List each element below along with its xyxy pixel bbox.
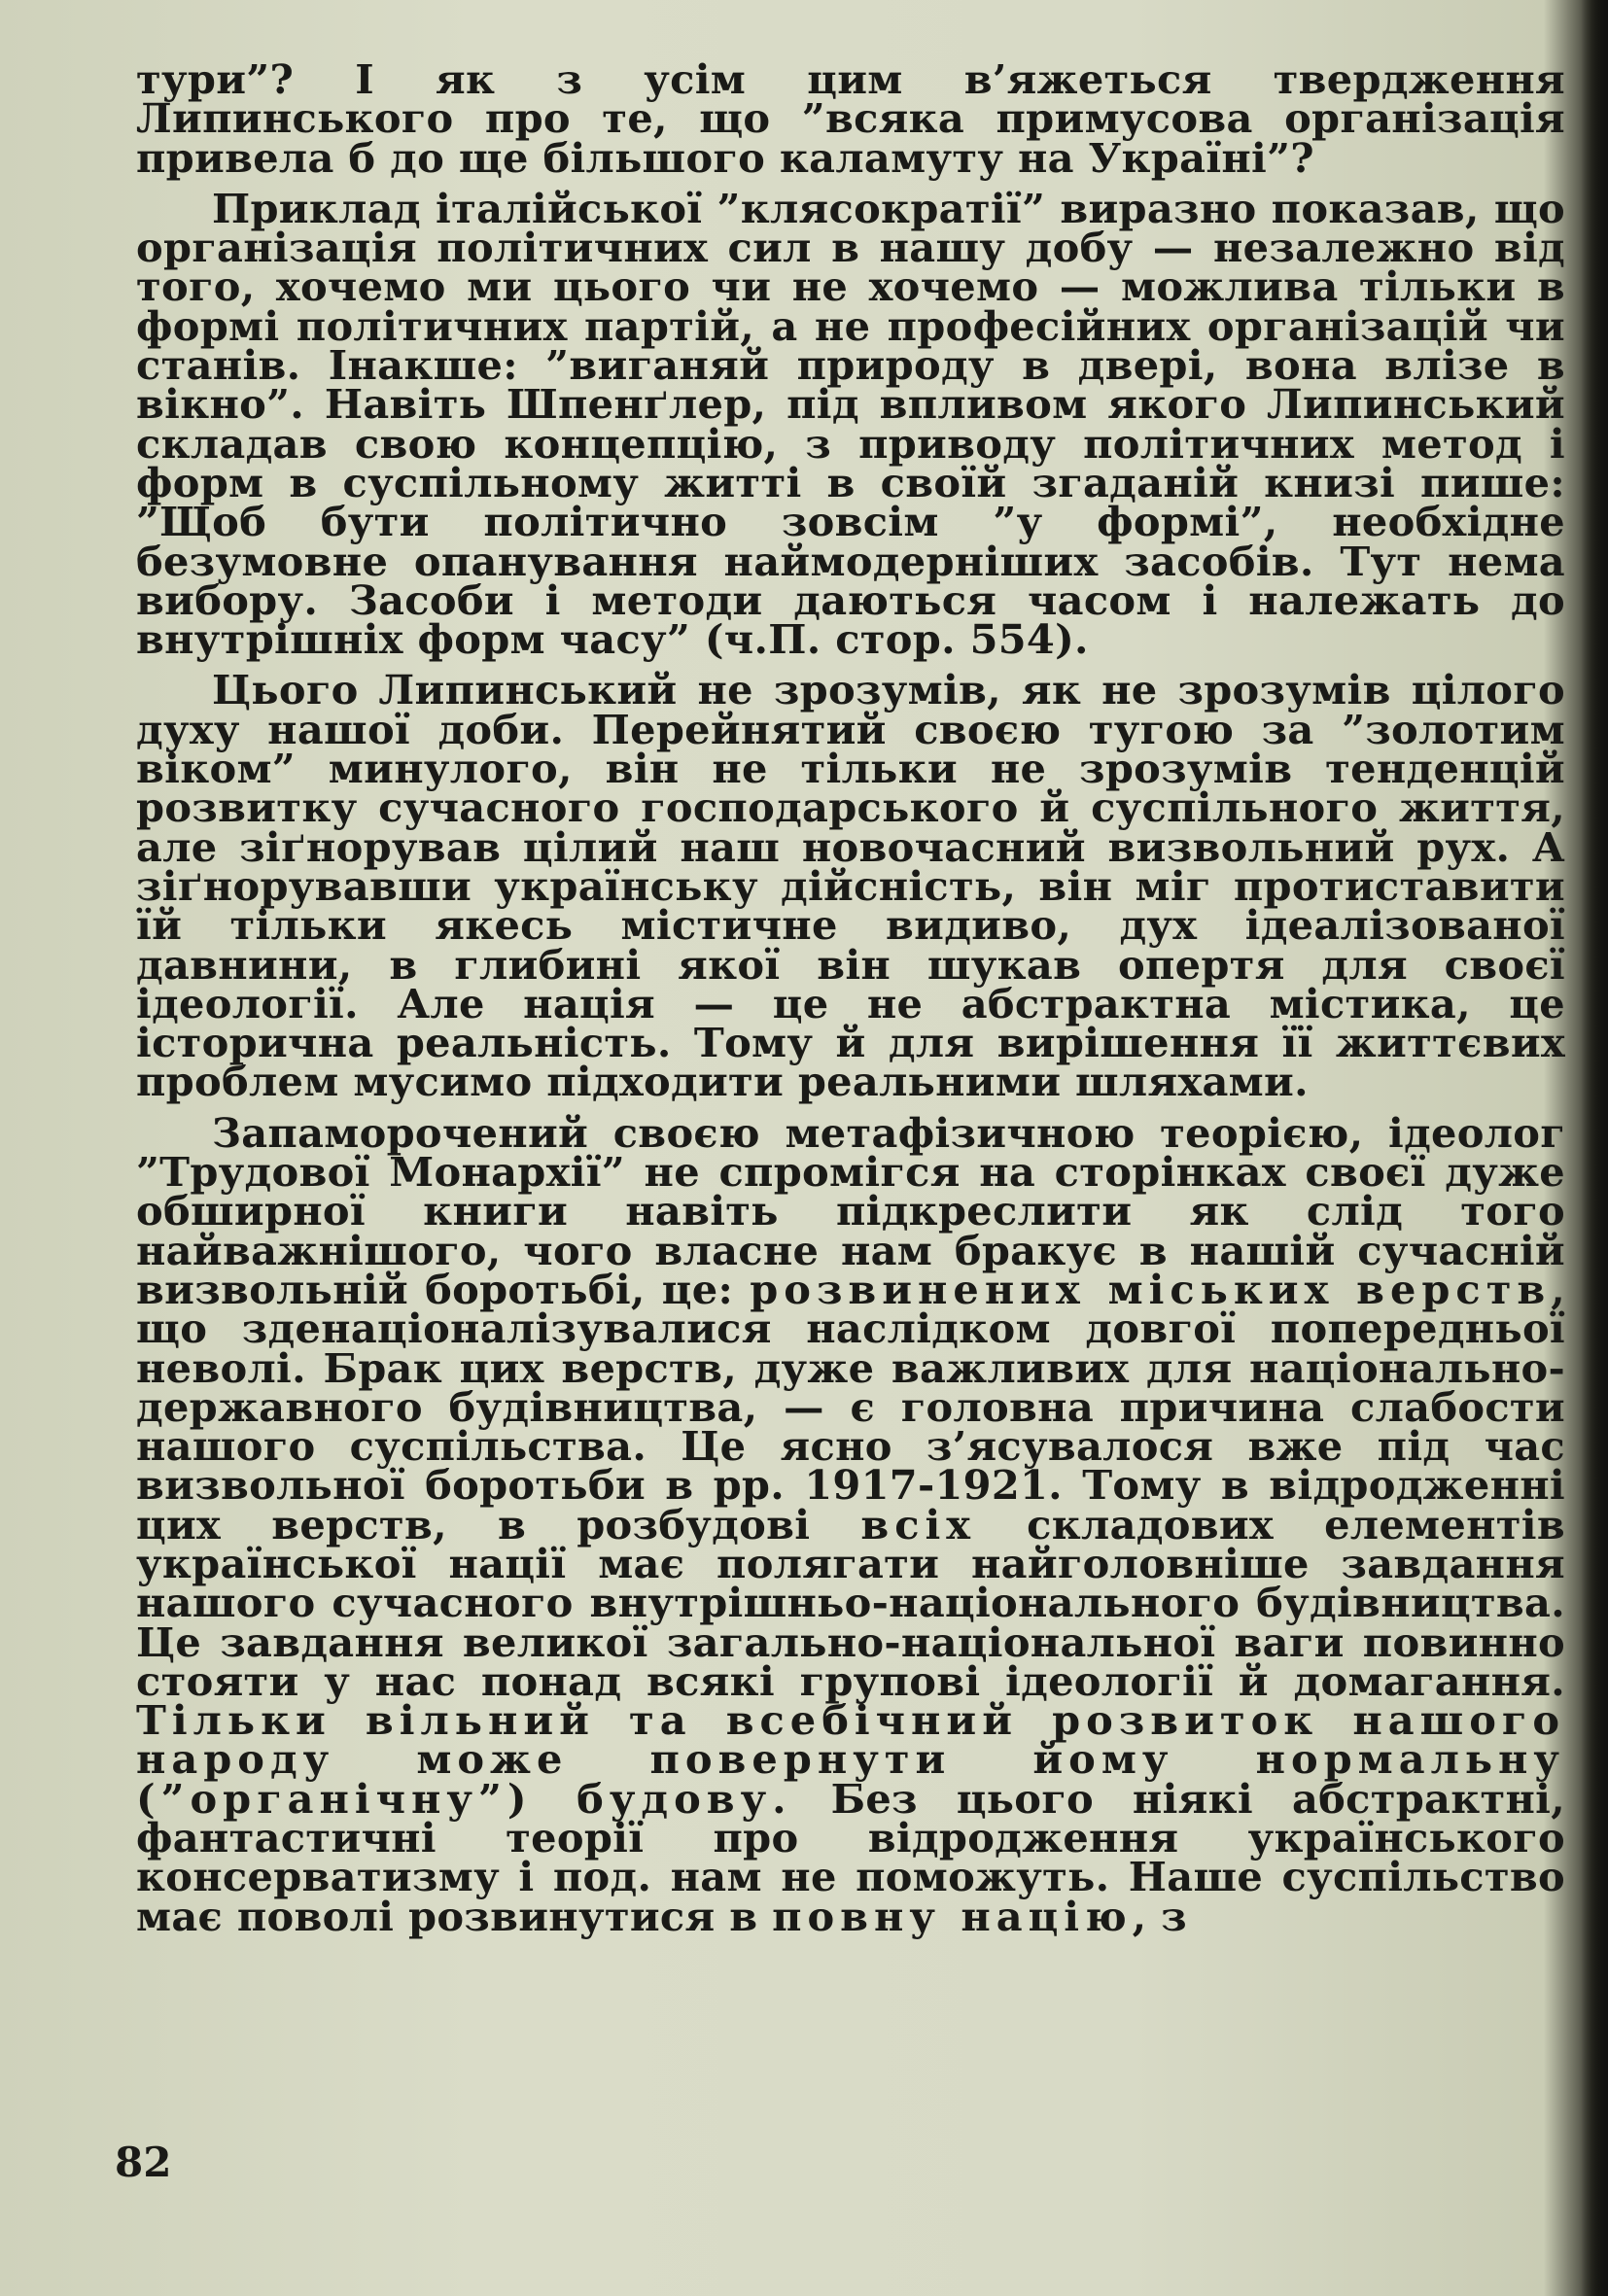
emphasized-text: Тільки вільний та всебічний розвиток нашого народу може повернути йому нормальну (”органічну”) будову. [136,1696,1565,1823]
paragraph-1 [136,55,1565,182]
text-segment: Цього Липинський не зрозумів, як не зрозумів цілого духу нашої доби. Перейнятий своєю тугою за ”золотим віком” минулого, він не тільки не зрозумів тенденцій розвитку сучасного господарського й суспільного життя, але зіґнорував цілий наш новочасний визвольний рух. А зіґнорувавши українську дійсність, він міг протиставити їй тільки якесь містичне видиво, дух ідеалізованої давнини, в глибині якої він шукав опертя для своєї ідеології. Але нація — це не абстрактна містика, це історична реальність. Тому й для вирішення її життєвих проблем мусимо підходити реальними шляхами. [136,666,1565,1106]
text-segment: складових елементів української нації має полягати найголовніше завдання нашого сучасного внутрішньо-національного будівництва. Це завдання великої загально-національної ваги повинно стояти у нас понад всякі групові ідеології й домагання. [136,1500,1565,1705]
emphasized-text: всіх [860,1500,977,1548]
text-segment: тури”? І як з усім цим в’яжеться твердження Липинського про те, що ”всяка примусова організація привела б до ще більшого каламуту на Україні”? [136,55,1565,182]
text-segment: Без цього ніякі абстрактні, фантастичні теорії про відродження українського консерватизму і под. нам не поможуть. Наше суспільство має поволі розвинутися в [136,1774,1565,1940]
text-segment: Запаморочений своєю метафізичною теорією, ідеолог ”Трудової Монархії” не спромігся на сторінках своєї дуже обширної книги навіть підкреслити як слід того найважнішого, чого власне нам бракує в нашій сучасній визвольній боротьбі, це: [136,1108,1565,1313]
text-segment: , з [1132,1892,1187,1940]
text-segment: , що зденаціоналізувалися наслідком довгої попередньої неволі. Брак цих верств, дуже важливих для національно-державного будівництва, — є головна причина слабости нашого суспільства. Це ясно з’ясувалося вже під час визвольної боротьби в рр. 1917-1921. Тому в відродженні цих верств, в розбудові [136,1265,1565,1548]
emphasized-text: розвинених міських верств [750,1265,1552,1313]
body-text [136,55,1565,1940]
text-segment: Приклад італійської ”клясократії” виразно показав, що організація політичних сил в нашу добу — незалежно від того, хочемо ми цього чи не хочемо — можлива тільки в формі політичних партій, а не професійних організацій чи станів. Інакше: ”виганяй природу в двері, вона влізе в вікно”. Навіть Шпенґлер, під впливом якого Липинський складав свою концепцію, з приводу політичних метод і форм в суспільному житті в своїй згаданій книзі пише: ”Щоб бути політично зовсім ”у формі”, необхідне безумовне опанування наймодерніших засобів. Тут нема вибору. Засоби і методи даються часом і належать до внутрішніх форм часу” (ч.П. стор. 554). [136,184,1565,664]
paragraph-2 [136,184,1565,664]
emphasized-text: повну націю [772,1892,1133,1940]
paragraph-3 [136,666,1565,1106]
page-number: 82 [115,2139,172,2186]
paragraph-4 [136,1108,1565,1940]
